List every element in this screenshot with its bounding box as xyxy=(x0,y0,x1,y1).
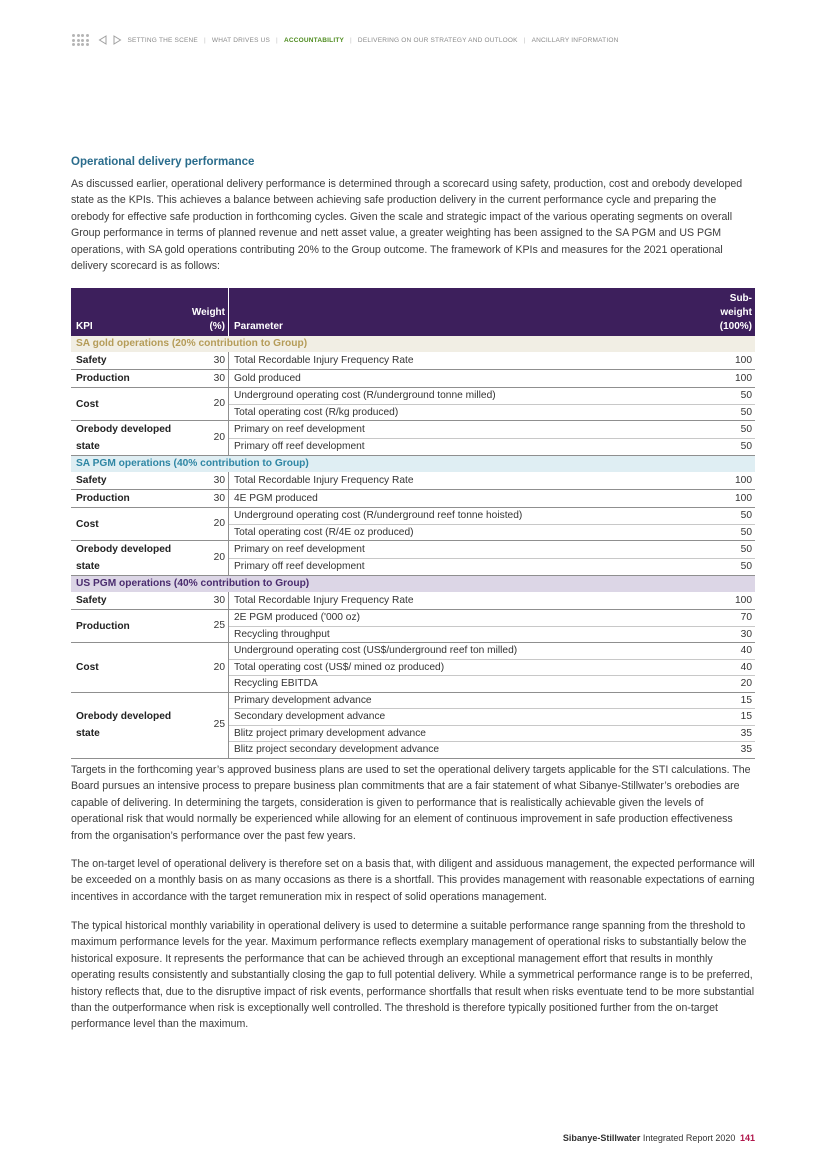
kpi-cell: Safety xyxy=(71,472,175,490)
group-title: SA PGM operations (40% contribution to Group) xyxy=(71,456,755,473)
sub-weight-cell: 50 xyxy=(687,524,755,541)
table-row xyxy=(71,592,755,610)
sub-weight-cell: 20 xyxy=(687,676,755,693)
page-number: 141 xyxy=(739,1133,755,1143)
sub-weight-cell: 50 xyxy=(687,421,755,439)
sub-weight-cell: 100 xyxy=(687,370,755,388)
nav-separator: | xyxy=(350,36,352,44)
parameter-cell: Underground operating cost (R/underground tonne milled) xyxy=(229,388,688,405)
kpi-cell: Cost xyxy=(71,388,175,421)
kpi-cell: Production xyxy=(71,370,175,388)
kpi-cell: Orebody developed state xyxy=(71,541,175,576)
group-header-row xyxy=(71,576,755,593)
sub-weight-cell: 50 xyxy=(687,541,755,559)
parameter-cell: Secondary development advance xyxy=(229,709,688,726)
footer-brand: Sibanye-Stillwater xyxy=(562,1133,641,1143)
parameter-cell: Total Recordable Injury Frequency Rate xyxy=(229,592,688,610)
kpi-cell: Production xyxy=(71,490,175,508)
table-row xyxy=(71,421,755,439)
parameter-cell: Total operating cost (R/kg produced) xyxy=(229,404,688,421)
parameter-cell: Underground operating cost (US$/underground reef ton milled) xyxy=(229,643,688,660)
nav-delivering-on-strategy[interactable]: DELIVERING ON OUR STRATEGY AND OUTLOOK xyxy=(357,36,518,44)
sub-weight-cell: 35 xyxy=(687,725,755,742)
top-navigation xyxy=(72,34,619,46)
kpi-cell: Orebody developed state xyxy=(71,692,175,758)
sub-weight-cell: 15 xyxy=(687,709,755,726)
header-kpi: KPI xyxy=(71,288,175,336)
sub-weight-cell: 40 xyxy=(687,643,755,660)
nav-what-drives-us[interactable]: WHAT DRIVES US xyxy=(211,36,271,44)
weight-cell: 20 xyxy=(175,508,229,541)
table-row xyxy=(71,692,755,709)
table-row xyxy=(71,643,755,660)
parameter-cell: Total Recordable Injury Frequency Rate xyxy=(229,352,688,370)
parameter-cell: 2E PGM produced ('000 oz) xyxy=(229,610,688,627)
nav-accountability[interactable]: ACCOUNTABILITY xyxy=(283,36,345,44)
parameter-cell: Primary off reef development xyxy=(229,438,688,456)
parameter-cell: Recycling throughput xyxy=(229,626,688,643)
sub-weight-cell: 100 xyxy=(687,490,755,508)
weight-cell: 30 xyxy=(175,592,229,610)
weight-cell: 30 xyxy=(175,472,229,490)
kpi-cell: Safety xyxy=(71,352,175,370)
parameter-cell: Total Recordable Injury Frequency Rate xyxy=(229,472,688,490)
parameter-cell: Recycling EBITDA xyxy=(229,676,688,693)
kpi-table-body xyxy=(71,336,755,758)
group-header-row xyxy=(71,336,755,352)
parameter-cell: Underground operating cost (R/underground reef tonne hoisted) xyxy=(229,508,688,525)
parameter-cell: Primary on reef development xyxy=(229,421,688,439)
kpi-cell: Orebody developed state xyxy=(71,421,175,456)
kpi-cell: Cost xyxy=(71,508,175,541)
paragraph-targets: Targets in the forthcoming year’s approved business plans are used to set the operational delivery targets applicable for the STI calculations. The Board pursues an intensive process to prepare business plan commitments that are a fair statement of what Sibanye-Stillwater’s orebodies are capable of delivering. In determining the targets, consideration is given to performance that is realistically achievable given the levels of operational risk that would normally be experienced while allowing for an element of continuous improvement in safe production effectiveness from the organisation’s performance over the past few years. xyxy=(71,764,751,842)
sub-weight-cell: 50 xyxy=(687,558,755,576)
header-parameter: Parameter xyxy=(229,288,688,336)
table-row xyxy=(71,370,755,388)
previous-page-icon[interactable] xyxy=(98,35,107,45)
weight-cell: 20 xyxy=(175,643,229,693)
parameter-cell: Primary development advance xyxy=(229,692,688,709)
grid-menu-icon[interactable] xyxy=(72,34,89,46)
sub-weight-cell: 50 xyxy=(687,404,755,421)
next-page-icon[interactable] xyxy=(113,35,122,45)
nav-separator: | xyxy=(523,36,526,44)
nav-ancillary-information[interactable]: ANCILLARY INFORMATION xyxy=(531,36,619,44)
nav-separator: | xyxy=(203,36,206,44)
nav-setting-the-scene[interactable]: SETTING THE SCENE xyxy=(127,36,198,44)
group-title: US PGM operations (40% contribution to Group) xyxy=(71,576,755,593)
table-row xyxy=(71,388,755,405)
weight-cell: 25 xyxy=(175,610,229,643)
table-row xyxy=(71,610,755,627)
parameter-cell: Total operating cost (R/4E oz produced) xyxy=(229,524,688,541)
sub-weight-cell: 50 xyxy=(687,388,755,405)
parameter-cell: Blitz project secondary development advance xyxy=(229,742,688,759)
sub-weight-cell: 40 xyxy=(687,659,755,676)
sub-weight-cell: 35 xyxy=(687,742,755,759)
group-header-row xyxy=(71,456,755,473)
parameter-cell: 4E PGM produced xyxy=(229,490,688,508)
intro-paragraph: As discussed earlier, operational delivery performance is determined through a scorecard using safety, production, cost and orebody developed state as the KPIs. This achieves a balance between achieving safe production delivery in the current performance cycle and preparing the orebody for effective safe production in forthcoming cycles. Given the scale and strategic impact of the various operating segments on overall Group performance in terms of planned revenue and nett asset value, a greater weighting has been assigned to the SA PGM and US PGM operations, with SA gold operations contributing 20% to the Group outcome. The framework of KPIs and measures for the 2021 operational delivery scorecard is as follows: xyxy=(71,178,743,273)
weight-cell: 30 xyxy=(175,370,229,388)
table-row xyxy=(71,541,755,559)
parameter-cell: Blitz project primary development advance xyxy=(229,725,688,742)
table-header-row xyxy=(71,288,755,336)
parameter-cell: Gold produced xyxy=(229,370,688,388)
sub-weight-cell: 50 xyxy=(687,438,755,456)
sub-weight-cell: 30 xyxy=(687,626,755,643)
weight-cell: 25 xyxy=(175,692,229,758)
table-row xyxy=(71,352,755,370)
sub-weight-cell: 15 xyxy=(687,692,755,709)
weight-cell: 20 xyxy=(175,421,229,456)
sub-weight-cell: 70 xyxy=(687,610,755,627)
sub-weight-cell: 100 xyxy=(687,592,755,610)
table-row xyxy=(71,490,755,508)
footer-report-title: Integrated Report 2020 xyxy=(642,1133,736,1143)
parameter-cell: Primary off reef development xyxy=(229,558,688,576)
sub-weight-cell: 100 xyxy=(687,472,755,490)
kpi-cell: Safety xyxy=(71,592,175,610)
kpi-cell: Cost xyxy=(71,643,175,693)
weight-cell: 30 xyxy=(175,490,229,508)
header-sub-weight: Sub- weight (100%) xyxy=(687,288,755,336)
header-weight: Weight (%) xyxy=(175,288,229,336)
kpi-cell: Production xyxy=(71,610,175,643)
section-title: Operational delivery performance xyxy=(71,156,255,168)
page-footer xyxy=(563,1133,755,1143)
nav-separator: | xyxy=(276,36,278,44)
sub-weight-cell: 100 xyxy=(687,352,755,370)
group-title: SA gold operations (20% contribution to Group) xyxy=(71,336,755,352)
weight-cell: 20 xyxy=(175,388,229,421)
parameter-cell: Primary on reef development xyxy=(229,541,688,559)
sub-weight-cell: 50 xyxy=(687,508,755,525)
table-row xyxy=(71,508,755,525)
parameter-cell: Total operating cost (US$/ mined oz produced) xyxy=(229,659,688,676)
table-row xyxy=(71,472,755,490)
weight-cell: 20 xyxy=(175,541,229,576)
kpi-scorecard-table xyxy=(71,288,755,759)
weight-cell: 30 xyxy=(175,352,229,370)
paragraph-variability: The typical historical monthly variability in operational delivery is used to determine a suitable performance range spanning from the threshold to maximum performance levels for the year. Maximum performance reflects exemplary management of operational risks to substantially below the historical exposure. It represents the performance that can be achieved through an exceptional management effort that results in monthly operating results consistently and substantially closing the gap to full potential delivery. While a symmetrical performance range is to be preferred, history reflects that, due to the disruptive impact of risk events, performance shortfalls that result when risks eventuate tend to be more substantial than the outperformance when risk is exceptionally well controlled. The threshold is therefore typically positioned further from the on-target performance level than the maximum. xyxy=(71,920,755,1031)
paragraph-on-target: The on-target level of operational delivery is therefore set on a basis that, with diligent and assiduous management, the expected performance will be exceeded on a monthly basis on as many occasions as there is a shortfall. This provides management with reasonable expectations of earning incentives in accordance with the target remuneration mix in respect of solid operations management. xyxy=(71,858,755,903)
